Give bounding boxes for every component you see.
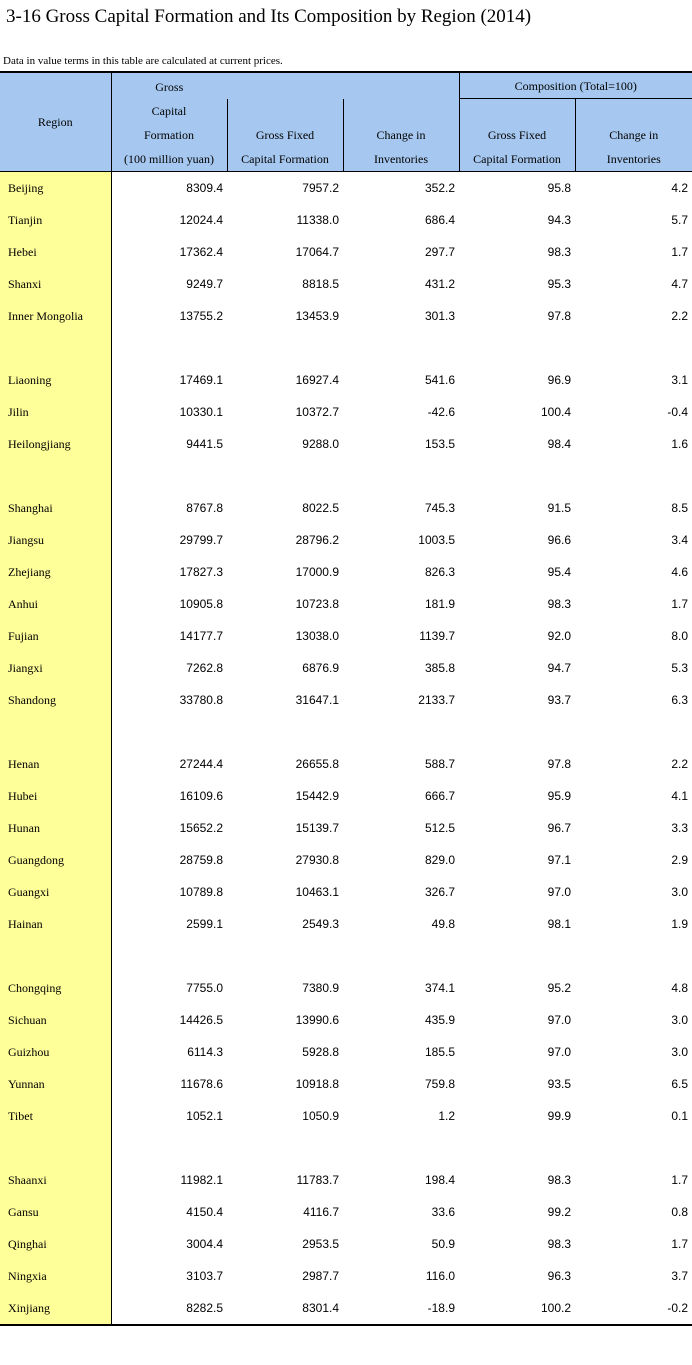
composition-gfcf-cell <box>459 940 575 972</box>
gross-capital-formation-cell: 9249.7 <box>186 276 223 291</box>
composition-gfcf-cell: 92.0 <box>547 628 571 643</box>
gross-fixed-capital-formation-cell: 17064.7 <box>295 244 339 259</box>
gross-fixed-capital-formation-cell <box>227 940 343 972</box>
gross-fixed-capital-formation-cell: 15442.9 <box>295 788 339 803</box>
gross-capital-formation-cell: 17827.3 <box>179 564 223 579</box>
table-row <box>0 1036 692 1068</box>
gross-fixed-capital-formation-cell: 10723.8 <box>295 596 339 611</box>
composition-gfcf-cell: 97.8 <box>547 308 571 323</box>
table-row <box>0 236 692 268</box>
change-in-inventories-cell: 759.8 <box>424 1076 455 1091</box>
composition-ci-cell: 3.0 <box>671 884 689 899</box>
header-ci-line2: Inventories <box>374 151 428 166</box>
table-row <box>0 972 692 1004</box>
composition-gfcf-cell: 95.2 <box>547 980 571 995</box>
gross-capital-formation-cell: 14177.7 <box>179 628 223 643</box>
change-in-inventories-cell: 2133.7 <box>418 692 455 707</box>
header-composition: Composition (Total=100) <box>459 72 692 99</box>
composition-ci-cell: 2.2 <box>671 308 689 323</box>
composition-ci-cell: 2.2 <box>671 756 689 771</box>
change-in-inventories-cell: 374.1 <box>424 980 455 995</box>
gross-capital-formation-cell: 12024.4 <box>179 212 223 227</box>
region-cell: Jilin <box>0 396 111 428</box>
region-cell: Yunnan <box>0 1068 111 1100</box>
table-row <box>0 620 692 652</box>
gross-fixed-capital-formation-cell: 16927.4 <box>295 372 339 387</box>
header-gross-line3: Formation <box>144 127 194 142</box>
composition-ci-cell: 3.0 <box>671 1012 689 1027</box>
region-cell: Jiangsu <box>0 524 111 556</box>
composition-ci-cell: 5.3 <box>671 660 689 675</box>
table-row <box>0 300 692 332</box>
gross-fixed-capital-formation-cell <box>227 716 343 748</box>
composition-gfcf-cell: 97.1 <box>547 852 571 867</box>
region-cell: Liaoning <box>0 364 111 396</box>
composition-ci-cell: 6.3 <box>671 692 689 707</box>
gross-capital-formation-cell: 2599.1 <box>186 916 223 931</box>
change-in-inventories-cell: 435.9 <box>424 1012 455 1027</box>
header-ci-line1: Change in <box>376 127 426 142</box>
composition-ci-cell <box>575 940 692 972</box>
composition-ci-cell <box>575 332 692 364</box>
change-in-inventories-cell: 153.5 <box>424 436 455 451</box>
composition-gfcf-cell <box>459 460 575 492</box>
change-in-inventories-cell: 1139.7 <box>419 628 455 643</box>
gross-capital-formation-cell: 16109.6 <box>179 788 223 803</box>
table-row <box>0 364 692 396</box>
gross-capital-formation-cell <box>111 1132 227 1164</box>
composition-ci-cell: 5.7 <box>671 212 689 227</box>
composition-gfcf-cell: 99.2 <box>547 1204 571 1219</box>
header-gfcf-line2: Capital Formation <box>241 151 329 166</box>
composition-ci-cell: 1.7 <box>671 244 689 259</box>
gross-capital-formation-cell: 10330.1 <box>179 404 223 419</box>
gross-capital-formation-cell: 29799.7 <box>179 532 223 547</box>
change-in-inventories-cell: 181.9 <box>424 596 455 611</box>
composition-ci-cell: -0.4 <box>667 404 689 419</box>
composition-gfcf-cell: 91.5 <box>547 500 571 515</box>
table-title: 3-16 Gross Capital Formation and Its Composition by Region (2014) <box>6 6 532 27</box>
change-in-inventories-cell: 297.7 <box>424 244 455 259</box>
data-table <box>0 71 692 1326</box>
composition-ci-cell: 8.5 <box>671 500 689 515</box>
region-cell <box>0 1132 111 1164</box>
composition-gfcf-cell: 99.9 <box>547 1108 571 1123</box>
gross-capital-formation-cell: 8767.8 <box>186 500 223 515</box>
table-spacer-row <box>0 1132 692 1164</box>
header-gross-line1: Gross <box>155 79 184 94</box>
gross-capital-formation-cell: 15652.2 <box>179 820 223 835</box>
header-gross-line4: (100 million yuan) <box>124 151 214 166</box>
table-row <box>0 1196 692 1228</box>
region-cell: Xinjiang <box>0 1292 111 1325</box>
gross-capital-formation-cell: 14426.5 <box>179 1012 223 1027</box>
composition-gfcf-cell: 97.8 <box>547 756 571 771</box>
composition-gfcf-cell: 93.7 <box>547 692 571 707</box>
change-in-inventories-cell: 198.4 <box>424 1172 455 1187</box>
composition-ci-cell <box>575 716 692 748</box>
table-row <box>0 652 692 684</box>
gross-capital-formation-cell: 6114.3 <box>187 1044 223 1059</box>
change-in-inventories-cell: 49.8 <box>431 916 455 931</box>
gross-fixed-capital-formation-cell: 11338.0 <box>296 212 339 227</box>
composition-ci-cell: 3.0 <box>671 1044 689 1059</box>
gross-capital-formation-cell: 13755.2 <box>179 308 223 323</box>
table-spacer-row <box>0 332 692 364</box>
gross-fixed-capital-formation-cell: 13990.6 <box>295 1012 339 1027</box>
composition-gfcf-cell <box>459 1132 575 1164</box>
gross-fixed-capital-formation-cell: 5928.8 <box>302 1044 339 1059</box>
table-row <box>0 588 692 620</box>
header-comp-change-inventories <box>575 99 692 172</box>
composition-gfcf-cell: 94.7 <box>547 660 571 675</box>
region-cell: Ningxia <box>0 1260 111 1292</box>
gross-fixed-capital-formation-cell: 7957.2 <box>302 180 339 195</box>
composition-ci-cell: 3.4 <box>671 532 689 547</box>
change-in-inventories-cell: 431.2 <box>424 276 455 291</box>
change-in-inventories-cell: 385.8 <box>424 660 455 675</box>
table-header <box>0 72 692 171</box>
gross-fixed-capital-formation-cell: 9288.0 <box>302 436 339 451</box>
region-cell: Tianjin <box>0 204 111 236</box>
gross-capital-formation-cell: 7755.0 <box>186 980 223 995</box>
gross-fixed-capital-formation-cell: 7380.9 <box>302 980 339 995</box>
header-gross-bottom <box>111 99 227 172</box>
composition-ci-cell <box>575 460 692 492</box>
table-row <box>0 268 692 300</box>
table-row <box>0 780 692 812</box>
table-body <box>0 171 692 1325</box>
composition-ci-cell: 4.7 <box>671 276 689 291</box>
composition-gfcf-cell: 100.4 <box>540 404 571 419</box>
change-in-inventories-cell: -42.6 <box>427 404 455 419</box>
composition-ci-cell: 6.5 <box>671 1076 689 1091</box>
region-cell: Fujian <box>0 620 111 652</box>
composition-gfcf-cell: 98.3 <box>547 1236 571 1251</box>
gross-capital-formation-cell: 11678.6 <box>180 1076 223 1091</box>
region-cell: Heilongjiang <box>0 428 111 460</box>
gross-fixed-capital-formation-cell: 2953.5 <box>302 1236 339 1251</box>
change-in-inventories-cell <box>343 1132 459 1164</box>
composition-ci-cell: 1.7 <box>671 1236 689 1251</box>
change-in-inventories-cell <box>343 940 459 972</box>
composition-gfcf-cell: 96.6 <box>547 532 571 547</box>
change-in-inventories-cell: 686.4 <box>424 212 455 227</box>
gross-capital-formation-cell: 17362.4 <box>179 244 223 259</box>
gross-fixed-capital-formation-cell: 6876.9 <box>302 660 339 675</box>
table-row <box>0 1100 692 1132</box>
composition-gfcf-cell: 98.3 <box>547 244 571 259</box>
table-spacer-row <box>0 716 692 748</box>
change-in-inventories-cell <box>343 460 459 492</box>
table-row <box>0 876 692 908</box>
gross-fixed-capital-formation-cell: 8022.5 <box>302 500 339 515</box>
region-cell: Gansu <box>0 1196 111 1228</box>
gross-fixed-capital-formation-cell: 1050.9 <box>302 1108 339 1123</box>
change-in-inventories-cell: 301.3 <box>424 308 455 323</box>
composition-ci-cell <box>575 1132 692 1164</box>
gross-capital-formation-cell: 27244.4 <box>179 756 223 771</box>
header-comp-gfcf-line1: Gross Fixed <box>487 127 547 142</box>
table-note: Data in value terms in this table are calculated at current prices. <box>3 55 283 67</box>
table-row <box>0 1164 692 1196</box>
gross-capital-formation-cell: 33780.8 <box>179 692 223 707</box>
change-in-inventories-cell: 666.7 <box>424 788 455 803</box>
gross-fixed-capital-formation-cell: 2549.3 <box>302 916 339 931</box>
region-cell: Hunan <box>0 812 111 844</box>
gross-fixed-capital-formation-cell: 4116.7 <box>303 1204 339 1219</box>
region-cell: Hainan <box>0 908 111 940</box>
composition-ci-cell: 0.8 <box>671 1204 689 1219</box>
composition-ci-cell: 0.1 <box>671 1108 689 1123</box>
composition-gfcf-cell: 96.7 <box>547 820 571 835</box>
gross-capital-formation-cell <box>111 716 227 748</box>
change-in-inventories-cell: 352.2 <box>424 180 455 195</box>
gross-capital-formation-cell <box>111 332 227 364</box>
composition-gfcf-cell: 98.3 <box>547 596 571 611</box>
region-cell: Hubei <box>0 780 111 812</box>
change-in-inventories-cell: 1.2 <box>438 1108 455 1123</box>
table-row <box>0 556 692 588</box>
change-in-inventories-cell: 116.0 <box>425 1268 455 1283</box>
composition-gfcf-cell: 95.8 <box>547 180 571 195</box>
header-comp-gfcf-line2: Capital Formation <box>473 151 561 166</box>
composition-gfcf-cell <box>459 716 575 748</box>
table-row <box>0 748 692 780</box>
gross-fixed-capital-formation-cell: 10372.7 <box>295 404 339 419</box>
region-cell <box>0 716 111 748</box>
table-row <box>0 524 692 556</box>
header-gfcf-line1: Gross Fixed <box>255 127 315 142</box>
gross-capital-formation-cell: 8282.5 <box>111 1292 227 1325</box>
composition-ci-cell: 1.7 <box>671 596 689 611</box>
composition-ci-cell: 3.1 <box>671 372 689 387</box>
change-in-inventories-cell <box>343 332 459 364</box>
gross-fixed-capital-formation-cell: 13453.9 <box>295 308 339 323</box>
header-gfcf <box>227 99 343 172</box>
region-cell: Qinghai <box>0 1228 111 1260</box>
region-cell: Guangdong <box>0 844 111 876</box>
composition-ci-cell: 4.6 <box>671 564 689 579</box>
change-in-inventories-cell: -18.9 <box>343 1292 459 1325</box>
gross-capital-formation-cell: 3103.7 <box>186 1268 223 1283</box>
region-cell: Tibet <box>0 1100 111 1132</box>
gross-fixed-capital-formation-cell: 26655.8 <box>295 756 339 771</box>
composition-gfcf-cell: 98.3 <box>547 1172 571 1187</box>
gross-capital-formation-cell: 3004.4 <box>186 1236 223 1251</box>
gross-fixed-capital-formation-cell: 31647.1 <box>295 692 339 707</box>
region-cell: Zhejiang <box>0 556 111 588</box>
header-comp-ci-line1: Change in <box>609 127 659 142</box>
composition-gfcf-cell: 95.9 <box>547 788 571 803</box>
composition-gfcf-cell: 97.0 <box>547 1044 571 1059</box>
change-in-inventories-cell: 326.7 <box>424 884 455 899</box>
composition-gfcf-cell: 93.5 <box>547 1076 571 1091</box>
gross-fixed-capital-formation-cell: 8301.4 <box>227 1292 343 1325</box>
gross-capital-formation-cell: 10789.8 <box>179 884 223 899</box>
table-row <box>0 684 692 716</box>
table-row <box>0 492 692 524</box>
change-in-inventories-cell: 541.6 <box>424 372 455 387</box>
header-comp-gfcf <box>459 99 575 172</box>
table-row <box>0 171 692 204</box>
gross-fixed-capital-formation-cell <box>227 332 343 364</box>
composition-gfcf-cell: 97.0 <box>547 884 571 899</box>
change-in-inventories-cell: 745.3 <box>424 500 455 515</box>
composition-ci-cell: 1.7 <box>671 1172 689 1187</box>
header-blank-1 <box>227 72 343 99</box>
table-row <box>0 1292 692 1325</box>
composition-gfcf-cell: 97.0 <box>547 1012 571 1027</box>
gross-fixed-capital-formation-cell: 11783.7 <box>296 1172 339 1187</box>
gross-capital-formation-cell: 17469.1 <box>179 372 223 387</box>
composition-ci-cell: 3.7 <box>671 1268 689 1283</box>
composition-gfcf-cell <box>459 332 575 364</box>
gross-capital-formation-cell: 8309.4 <box>186 180 223 195</box>
gross-capital-formation-cell: 10905.8 <box>179 596 223 611</box>
composition-gfcf-cell: 96.9 <box>547 372 571 387</box>
change-in-inventories-cell: 588.7 <box>424 756 455 771</box>
table-row <box>0 1228 692 1260</box>
region-cell: Guangxi <box>0 876 111 908</box>
change-in-inventories-cell: 50.9 <box>431 1236 455 1251</box>
composition-ci-cell: 4.2 <box>671 180 689 195</box>
region-cell: Shaanxi <box>0 1164 111 1196</box>
composition-gfcf-cell: 95.4 <box>547 564 571 579</box>
region-cell: Anhui <box>0 588 111 620</box>
header-region: Region <box>0 72 111 171</box>
region-cell: Beijing <box>0 171 111 204</box>
region-cell <box>0 460 111 492</box>
region-cell: Jiangxi <box>0 652 111 684</box>
gross-capital-formation-cell <box>111 460 227 492</box>
gross-capital-formation-cell <box>111 940 227 972</box>
change-in-inventories-cell: 33.6 <box>431 1204 455 1219</box>
table-row <box>0 1004 692 1036</box>
region-cell: Shanxi <box>0 268 111 300</box>
region-cell: Hebei <box>0 236 111 268</box>
table-row <box>0 204 692 236</box>
gross-fixed-capital-formation-cell: 8818.5 <box>302 276 339 291</box>
change-in-inventories-cell: 1003.5 <box>418 532 455 547</box>
composition-gfcf-cell: 96.3 <box>547 1268 571 1283</box>
change-in-inventories-cell: 826.3 <box>424 564 455 579</box>
region-cell <box>0 332 111 364</box>
table-row <box>0 812 692 844</box>
composition-ci-cell: 2.9 <box>671 852 689 867</box>
region-cell: Shandong <box>0 684 111 716</box>
region-cell: Chongqing <box>0 972 111 1004</box>
table-row <box>0 396 692 428</box>
gross-fixed-capital-formation-cell: 17000.9 <box>295 564 339 579</box>
gross-fixed-capital-formation-cell: 27930.8 <box>295 852 339 867</box>
gross-fixed-capital-formation-cell: 13038.0 <box>295 628 339 643</box>
gross-capital-formation-cell: 11982.1 <box>180 1172 223 1187</box>
table-row <box>0 428 692 460</box>
header-gross-top <box>111 72 227 99</box>
region-cell: Shanghai <box>0 492 111 524</box>
composition-ci-cell: 4.8 <box>671 980 689 995</box>
gross-capital-formation-cell: 4150.4 <box>186 1204 223 1219</box>
region-cell: Inner Mongolia <box>0 300 111 332</box>
composition-ci-cell: -0.2 <box>575 1292 692 1325</box>
gross-fixed-capital-formation-cell <box>227 460 343 492</box>
region-cell: Henan <box>0 748 111 780</box>
header-change-inventories <box>343 99 459 172</box>
gross-capital-formation-cell: 7262.8 <box>186 660 223 675</box>
table-row <box>0 1260 692 1292</box>
composition-ci-cell: 8.0 <box>671 628 689 643</box>
composition-ci-cell: 1.9 <box>671 916 689 931</box>
composition-ci-cell: 1.6 <box>671 436 689 451</box>
change-in-inventories-cell <box>343 716 459 748</box>
gross-fixed-capital-formation-cell: 2987.7 <box>302 1268 339 1283</box>
composition-gfcf-cell: 98.1 <box>547 916 571 931</box>
change-in-inventories-cell: 512.5 <box>424 820 455 835</box>
table-spacer-row <box>0 460 692 492</box>
gross-capital-formation-cell: 9441.5 <box>186 436 223 451</box>
composition-gfcf-cell: 95.3 <box>547 276 571 291</box>
region-cell <box>0 940 111 972</box>
table-row <box>0 908 692 940</box>
region-cell: Sichuan <box>0 1004 111 1036</box>
gross-fixed-capital-formation-cell: 10463.1 <box>295 884 339 899</box>
gross-fixed-capital-formation-cell: 15139.7 <box>295 820 339 835</box>
composition-ci-cell: 3.3 <box>671 820 689 835</box>
table-row <box>0 1068 692 1100</box>
change-in-inventories-cell: 185.5 <box>424 1044 455 1059</box>
gross-capital-formation-cell: 28759.8 <box>179 852 223 867</box>
gross-fixed-capital-formation-cell: 10918.8 <box>295 1076 339 1091</box>
composition-gfcf-cell: 98.4 <box>547 436 571 451</box>
gross-capital-formation-cell: 1052.1 <box>186 1108 223 1123</box>
gross-fixed-capital-formation-cell <box>227 1132 343 1164</box>
change-in-inventories-cell: 829.0 <box>424 852 455 867</box>
header-gross-line2: Capital <box>151 103 187 118</box>
header-blank-2 <box>343 72 459 99</box>
composition-gfcf-cell: 100.2 <box>459 1292 575 1325</box>
table-spacer-row <box>0 940 692 972</box>
table-row <box>0 844 692 876</box>
composition-ci-cell: 4.1 <box>671 788 689 803</box>
region-cell: Guizhou <box>0 1036 111 1068</box>
gross-fixed-capital-formation-cell: 28796.2 <box>295 532 339 547</box>
header-comp-ci-line2: Inventories <box>606 151 661 166</box>
composition-gfcf-cell: 94.3 <box>547 212 571 227</box>
